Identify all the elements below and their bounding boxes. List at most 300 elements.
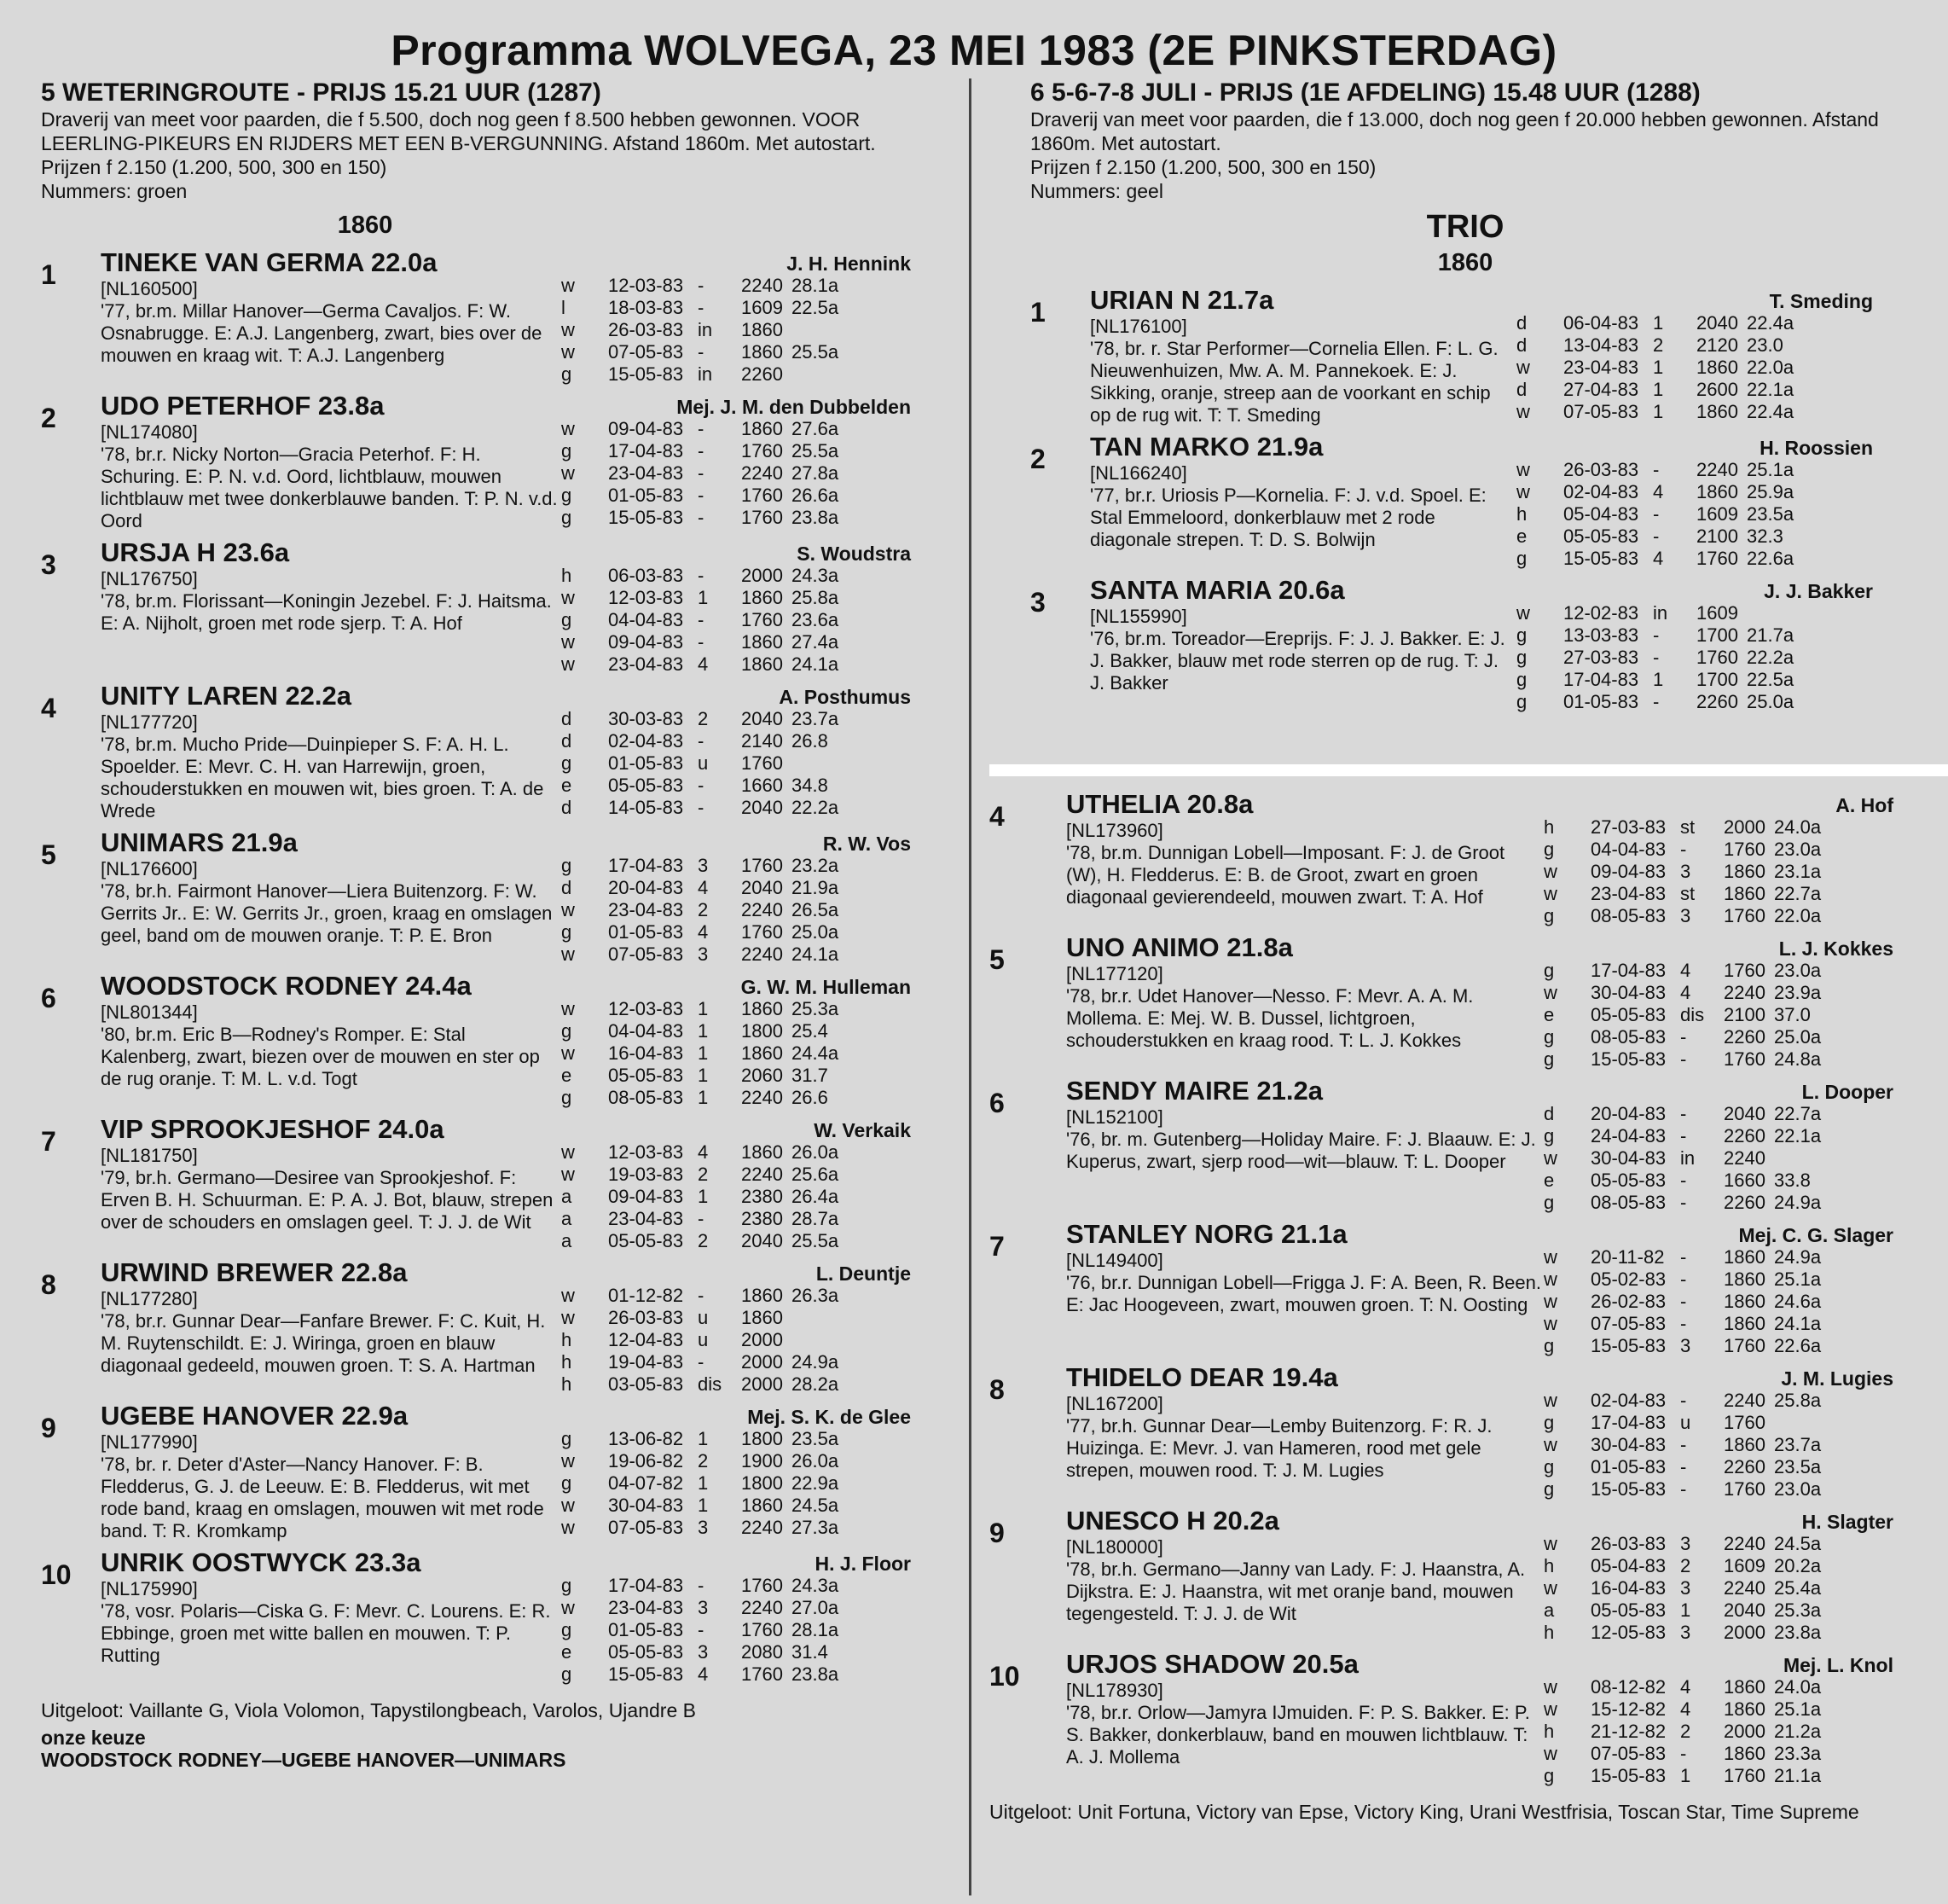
race-date: 08-12-82 <box>1591 1676 1667 1698</box>
race-distance: 1860 <box>1437 249 1493 276</box>
track-code: g <box>1516 548 1528 569</box>
horse-results <box>1544 1362 1893 1501</box>
race-time: 25.5a <box>791 1230 839 1251</box>
horse-registration: [NL177280] <box>101 1288 198 1309</box>
race-distance: 2240 <box>741 462 783 484</box>
race-date: 03-05-83 <box>608 1373 684 1395</box>
placing: - <box>1680 1103 1687 1124</box>
track-code: w <box>1544 1268 1557 1290</box>
placing: 1 <box>698 1428 709 1449</box>
horse-description: '77, br.r. Uriosis P—Kornelia. F: J. v.d. Spoel. E: Stal Emmeloord, donkerblauw met 2 rode diagonale strepen. T: D. S. Bolwijn <box>1090 485 1487 550</box>
race-distance: 1800 <box>741 1472 783 1494</box>
result-row <box>1516 548 1873 570</box>
race-time <box>1774 1412 1842 1434</box>
horse-number: 6 <box>41 983 56 1013</box>
race-date: 12-03-83 <box>608 275 684 296</box>
race-time: 22.7a <box>1774 883 1822 904</box>
result-row <box>561 1329 911 1351</box>
result-row <box>1544 1555 1893 1577</box>
race-date: 12-03-83 <box>608 1141 684 1163</box>
track-code: g <box>1544 1048 1555 1070</box>
track-code: w <box>1544 1313 1557 1334</box>
pick-selection: WOODSTOCK RODNEY—UGEBE HANOVER—UNIMARS <box>41 1749 566 1771</box>
race-date: 07-05-83 <box>608 943 684 965</box>
race-distance: 2100 <box>1724 1004 1765 1025</box>
track-code: w <box>1544 982 1557 1003</box>
race-distance: 1800 <box>741 1020 783 1042</box>
horse-registration: [NL177120] <box>1066 963 1163 984</box>
horse-number: 5 <box>989 944 1005 975</box>
race-date: 01-05-83 <box>608 485 684 506</box>
track-code: h <box>1516 503 1528 525</box>
race-time: 22.9a <box>791 1472 839 1494</box>
placing: - <box>698 565 704 586</box>
horse-registration: [NL155990] <box>1090 606 1187 627</box>
placing: - <box>1680 1291 1687 1312</box>
race-distance: 2000 <box>741 1373 783 1395</box>
horse-info <box>101 681 561 822</box>
result-row <box>561 1164 911 1186</box>
result-row <box>561 418 911 440</box>
result-row <box>1544 1125 1893 1147</box>
placing: - <box>1680 1268 1687 1290</box>
horse-results <box>561 971 911 1109</box>
race-distance: 1760 <box>1724 1478 1765 1500</box>
race-distance: 1760 <box>1696 548 1738 569</box>
placing: 2 <box>1680 1555 1691 1576</box>
horse-registration: [NL166240] <box>1090 462 1187 484</box>
race-date: 19-04-83 <box>608 1351 684 1373</box>
placing: - <box>698 1208 704 1229</box>
race-time: 26.0a <box>791 1450 839 1472</box>
result-row <box>1544 1599 1893 1622</box>
placing: - <box>698 797 704 818</box>
placing: - <box>698 418 704 439</box>
result-row <box>561 1208 911 1230</box>
horse-number: 5 <box>41 839 56 870</box>
result-row <box>1516 525 1873 548</box>
race-distance: 2140 <box>741 730 783 752</box>
horse-info <box>101 1547 561 1686</box>
race-time: 33.8 <box>1774 1170 1811 1191</box>
track-code: w <box>561 1495 575 1516</box>
result-row <box>561 297 911 319</box>
track-code: w <box>1544 1698 1557 1720</box>
track-code: w <box>1544 1147 1557 1169</box>
placing: - <box>698 507 704 528</box>
horse-number: 9 <box>41 1413 56 1443</box>
track-code: w <box>1544 1577 1557 1599</box>
placing: - <box>1680 1048 1687 1070</box>
race-date: 23-04-83 <box>608 899 684 920</box>
placing: - <box>1680 1026 1687 1048</box>
horse-name: SENDY MAIRE 21.2a <box>1066 1076 1323 1106</box>
race-time: 25.9a <box>1747 481 1794 502</box>
placing: 1 <box>1653 401 1664 422</box>
race-date: 30-04-83 <box>1591 1147 1667 1169</box>
race-time <box>1774 1147 1842 1170</box>
track-code: g <box>561 752 572 774</box>
horse-results <box>561 1114 911 1252</box>
placing: 2 <box>1680 1721 1691 1742</box>
race-distance: 1760 <box>741 921 783 943</box>
race-date: 14-05-83 <box>608 797 684 818</box>
race-distance: 1860 <box>741 1307 783 1328</box>
race-date: 01-12-82 <box>608 1285 684 1306</box>
horse-description: '80, br.m. Eric B—Rodney's Romper. E: Stal Kalenberg, zwart, biezen over de mouwen en ster op de rug oranje. T: M. L. v.d. Togt <box>101 1024 540 1089</box>
result-row <box>561 730 911 752</box>
race-distance: 2260 <box>1724 1125 1765 1146</box>
result-row <box>1544 1048 1893 1071</box>
race-distance: 1760 <box>741 855 783 876</box>
placing: in <box>698 319 713 340</box>
race-distance: 1760 <box>1724 1335 1765 1356</box>
result-row <box>1544 1456 1893 1478</box>
placing: - <box>1653 525 1660 547</box>
track-code: e <box>1544 1004 1555 1025</box>
horse-registration: [NL176750] <box>101 568 198 589</box>
result-row <box>1544 905 1893 927</box>
track-code: h <box>1544 1721 1555 1742</box>
race-date: 23-04-83 <box>608 462 684 484</box>
result-row <box>1544 1743 1893 1765</box>
race-distance: 1760 <box>1724 960 1765 981</box>
result-row <box>1544 1192 1893 1214</box>
race-time: 23.6a <box>791 609 839 630</box>
race-date: 26-02-83 <box>1591 1291 1667 1312</box>
placing: 1 <box>698 587 709 608</box>
horse-name: URSJA H 23.6a <box>101 537 290 567</box>
result-row <box>561 1663 911 1686</box>
placing: - <box>1680 1743 1687 1764</box>
placing: - <box>698 775 704 796</box>
race-date: 19-03-83 <box>608 1164 684 1185</box>
race-date: 15-05-83 <box>1591 1478 1667 1500</box>
result-row <box>1544 839 1893 861</box>
race-time: 23.8a <box>791 1663 839 1685</box>
race-time: 26.0a <box>791 1141 839 1163</box>
race-distance: 2040 <box>1724 1103 1765 1124</box>
track-code: g <box>561 363 572 385</box>
result-row <box>1544 1170 1893 1192</box>
placing: 1 <box>1680 1765 1691 1786</box>
horse-info <box>1066 1219 1544 1357</box>
placing: - <box>698 462 704 484</box>
race-date: 15-05-83 <box>1591 1048 1667 1070</box>
track-code: w <box>561 1597 575 1618</box>
result-row <box>1516 503 1873 525</box>
result-row <box>1544 1246 1893 1268</box>
placing: 3 <box>698 855 709 876</box>
race-distance: 2240 <box>1724 1147 1765 1169</box>
race-time: 26.4a <box>791 1186 839 1207</box>
result-row <box>561 708 911 730</box>
trainer-name: A. Posthumus <box>779 686 911 708</box>
race-date: 05-05-83 <box>608 1065 684 1086</box>
trainer-name: L. Deuntje <box>815 1263 911 1285</box>
result-row <box>1516 379 1873 401</box>
horse-number: 8 <box>41 1269 56 1300</box>
race-date: 09-04-83 <box>608 1186 684 1207</box>
horse-number: 3 <box>41 549 56 580</box>
horse-info <box>1066 1362 1544 1501</box>
track-code: e <box>561 1065 572 1086</box>
race-time: 21.9a <box>791 877 839 898</box>
race-time: 22.2a <box>1747 647 1794 668</box>
race-date: 26-03-83 <box>1591 1533 1667 1554</box>
race-distance: 1860 <box>1724 1698 1765 1720</box>
race-date: 05-05-83 <box>1563 525 1639 547</box>
race-date: 13-06-82 <box>608 1428 684 1449</box>
result-row <box>1544 1434 1893 1456</box>
trainer-name: H. Slagter <box>1801 1511 1893 1533</box>
race-time: 21.7a <box>1747 624 1794 646</box>
horse-info <box>101 827 561 966</box>
horse-description: '78, br.h. Fairmont Hanover—Liera Buitenzorg. F: W. Gerrits Jr.. E: W. Gerrits Jr., groen, kraag en omslagen geel, band om de mouwen oranje. T: P. E. Bron <box>101 880 553 946</box>
track-code: w <box>1544 1291 1557 1312</box>
race-distance: 1660 <box>741 775 783 796</box>
race-time: 24.9a <box>1774 1192 1822 1213</box>
horse-info <box>1090 432 1516 570</box>
horse-list <box>41 247 945 1691</box>
track-code: d <box>1516 379 1528 400</box>
horse-info <box>1066 932 1544 1071</box>
withdrawn-list: Uitgeloot: Unit Fortuna, Victory van Epse, Victory King, Urani Westfrisia, Toscan Star, Time Supreme <box>989 1801 1859 1823</box>
race-time: 23.0a <box>1774 960 1822 981</box>
result-row <box>561 1597 911 1619</box>
placing: 3 <box>1680 1533 1691 1554</box>
result-row <box>1544 1335 1893 1357</box>
race-date: 07-05-83 <box>608 1517 684 1538</box>
race-date: 12-02-83 <box>1563 602 1639 624</box>
result-row <box>1544 1622 1893 1644</box>
race-date: 09-04-83 <box>608 418 684 439</box>
horse-description: '78, br.r. Orlow—Jamyra IJmuiden. F: P. S. Bakker. E: P. S. Bakker, donkerblauw, band en mouwen lichtblauw. T: A. J. Mollema <box>1066 1702 1530 1768</box>
race-time: 22.4a <box>1747 312 1794 334</box>
placing: - <box>1680 1246 1687 1268</box>
track-code: g <box>561 609 572 630</box>
horse-info <box>1066 1506 1544 1644</box>
result-row <box>1544 982 1893 1004</box>
race-date: 18-03-83 <box>608 297 684 318</box>
result-row <box>1516 669 1873 691</box>
placing: - <box>698 631 704 653</box>
race-time: 22.2a <box>791 797 839 818</box>
horse-description: '77, br.m. Millar Hanover—Germa Cavaljos. F: W. Osnabrugge. E: A.J. Langenberg, zwart, bies over de mouwen en kraag wit. T: A.J. Langenberg <box>101 300 542 366</box>
race-date: 01-05-83 <box>608 752 684 774</box>
horse-entry <box>1030 285 1900 427</box>
result-row <box>1516 334 1873 357</box>
placing: 4 <box>698 653 709 675</box>
placing: 1 <box>698 1495 709 1516</box>
race-time: 25.5a <box>791 341 839 363</box>
race-distance: 1860 <box>741 1141 783 1163</box>
horse-results <box>561 391 911 532</box>
race-distance: 2240 <box>741 1517 783 1538</box>
race-date: 30-04-83 <box>608 1495 684 1516</box>
race-time: 22.0a <box>1774 905 1822 926</box>
race-time: 23.7a <box>791 708 839 729</box>
result-row <box>561 319 911 341</box>
horse-entry <box>1030 432 1900 570</box>
race-date: 30-04-83 <box>1591 982 1667 1003</box>
track-code: d <box>1516 312 1528 334</box>
horse-name: UNITY LAREN 22.2a <box>101 681 352 711</box>
horse-list <box>1030 285 1900 718</box>
track-code: w <box>1544 861 1557 882</box>
horse-results <box>1516 285 1873 427</box>
race-time: 22.5a <box>1747 669 1794 690</box>
race-distance: 1660 <box>1724 1170 1765 1191</box>
column-divider <box>969 78 971 1895</box>
result-row <box>561 507 911 529</box>
race-date: 30-04-83 <box>1591 1434 1667 1455</box>
race-distance: 2240 <box>741 1597 783 1618</box>
track-code: w <box>1544 1434 1557 1455</box>
placing: 3 <box>1680 1622 1691 1643</box>
horse-results <box>1516 432 1873 570</box>
track-code: w <box>561 1517 575 1538</box>
result-row <box>561 363 911 386</box>
horse-entry <box>989 932 1906 1071</box>
track-code: w <box>561 341 575 363</box>
track-code: w <box>561 899 575 920</box>
result-row <box>1544 960 1893 982</box>
horse-entry <box>41 1257 945 1396</box>
result-row <box>561 752 911 775</box>
placing: 4 <box>1653 481 1664 502</box>
horse-name: UTHELIA 20.8a <box>1066 789 1254 819</box>
track-code: w <box>1516 602 1530 624</box>
result-row <box>1516 357 1873 379</box>
placing: - <box>698 275 704 296</box>
horse-registration: [NL177990] <box>101 1431 198 1453</box>
placing: - <box>698 1619 704 1640</box>
placing: 4 <box>698 877 709 898</box>
placing: - <box>1680 1313 1687 1334</box>
race-date: 01-05-83 <box>1563 691 1639 712</box>
track-code: a <box>561 1208 572 1229</box>
race-date: 12-03-83 <box>608 998 684 1019</box>
race-date: 26-03-83 <box>608 1307 684 1328</box>
race-time: 26.6a <box>791 485 839 506</box>
race-distance: 1760 <box>741 485 783 506</box>
race-time: 24.1a <box>1774 1313 1822 1334</box>
placing: 4 <box>1680 1676 1691 1698</box>
race-date: 02-04-83 <box>608 730 684 752</box>
race-distance: 1760 <box>741 440 783 461</box>
race-time: 25.3a <box>1774 1599 1822 1621</box>
result-row <box>1544 1313 1893 1335</box>
horse-registration: [NL178930] <box>1066 1680 1163 1701</box>
horse-entry <box>41 681 945 822</box>
horse-entry <box>989 1362 1906 1501</box>
race-time <box>791 752 860 775</box>
horse-description: '78, br.m. Dunnigan Lobell—Imposant. F: J. de Groot (W), H. Fledderus. E: B. de Groot, zwart en groen diagonaal gevierendeeld, mouwen zwart. T: A. Hof <box>1066 842 1505 908</box>
horse-registration: [NL181750] <box>101 1145 198 1166</box>
trainer-name: W. Verkaik <box>814 1119 911 1141</box>
result-row <box>561 1373 911 1396</box>
placing: - <box>1680 839 1687 860</box>
horse-results <box>561 1547 911 1686</box>
result-row <box>1516 459 1873 481</box>
race-distance: 1860 <box>1724 1676 1765 1698</box>
placing: 3 <box>1680 1577 1691 1599</box>
result-row <box>561 998 911 1020</box>
trainer-name: S. Woudstra <box>797 543 911 565</box>
track-code: e <box>1516 525 1528 547</box>
result-row <box>1516 602 1873 624</box>
horse-entry <box>41 827 945 966</box>
result-row <box>561 440 911 462</box>
trainer-name: G. W. M. Hulleman <box>740 976 911 998</box>
result-row <box>561 797 911 819</box>
result-row <box>1544 816 1893 839</box>
track-code: w <box>1516 401 1530 422</box>
race-time: 27.3a <box>791 1517 839 1538</box>
race-distance: 2380 <box>741 1186 783 1207</box>
race-date: 04-04-83 <box>608 609 684 630</box>
race-date: 07-05-83 <box>1563 401 1639 422</box>
race-time: 24.4a <box>791 1042 839 1064</box>
result-row <box>1516 312 1873 334</box>
horse-description: '78, br. r. Star Performer—Cornelia Ellen. F: L. G. Nieuwenhuizen, Mw. A. M. Pannekoek. E: J. Sikking, oranje, streep aan de voorkant en schip op de rug wit. T: T. Smeding <box>1090 338 1499 426</box>
horse-registration: [NL176100] <box>1090 316 1187 337</box>
race-distance: 2000 <box>741 1351 783 1373</box>
track-code: g <box>1544 1765 1555 1786</box>
race-distance: 2260 <box>1724 1456 1765 1477</box>
trainer-name: Mej. L. Knol <box>1783 1654 1893 1676</box>
race-time: 21.1a <box>1774 1765 1822 1786</box>
race-distance: 1760 <box>741 1663 783 1685</box>
race-distance: 1860 <box>1696 357 1738 378</box>
result-row <box>561 1307 911 1329</box>
placing: 1 <box>1653 357 1664 378</box>
track-code: w <box>561 319 575 340</box>
track-code: g <box>1544 1192 1555 1213</box>
race-6-column-continued <box>989 789 1906 1825</box>
placing: 2 <box>1653 334 1664 356</box>
race-time: 23.8a <box>1774 1622 1822 1643</box>
horse-registration: [NL177720] <box>101 711 198 733</box>
race-distance: 1860 <box>1724 1743 1765 1764</box>
horse-description: '78, br.r. Nicky Norton—Gracia Peterhof. F: H. Schuring. E: P. N. v.d. Oord, lichtblauw, mouwen lichtblauw met twee donkerblauwe banden. T: P. N. v.d. Oord <box>101 444 558 531</box>
race-time: 37.0 <box>1774 1004 1811 1025</box>
race-date: 17-04-83 <box>1563 669 1639 690</box>
race-distance: 2260 <box>1724 1192 1765 1213</box>
horse-number: 4 <box>41 693 56 723</box>
paper-strip <box>989 764 1948 776</box>
race-time: 26.5a <box>791 899 839 920</box>
race-distance: 1860 <box>1724 1291 1765 1312</box>
race-distance: 1900 <box>741 1450 783 1472</box>
race-date: 01-05-83 <box>1591 1456 1667 1477</box>
race-numbers: Nummers: geel <box>1030 180 1163 202</box>
placing: 3 <box>698 1597 709 1618</box>
race-time: 23.9a <box>1774 982 1822 1003</box>
placing: 4 <box>1680 1698 1691 1720</box>
horse-number: 1 <box>1030 297 1046 328</box>
race-time: 31.7 <box>791 1065 828 1086</box>
trainer-name: H. Roossien <box>1760 437 1873 459</box>
result-row <box>561 275 911 297</box>
race-time: 23.0a <box>1774 839 1822 860</box>
horse-description: '78, br.m. Mucho Pride—Duinpieper S. F: A. H. L. Spoelder. E: Mevr. C. H. van Harrewijn, groen, schouderstukken en mouwen wit, bies groen. T: A. de Wrede <box>101 734 544 821</box>
horse-entry <box>41 537 945 676</box>
result-row <box>1544 1103 1893 1125</box>
track-code: d <box>561 797 572 818</box>
placing: - <box>698 1285 704 1306</box>
